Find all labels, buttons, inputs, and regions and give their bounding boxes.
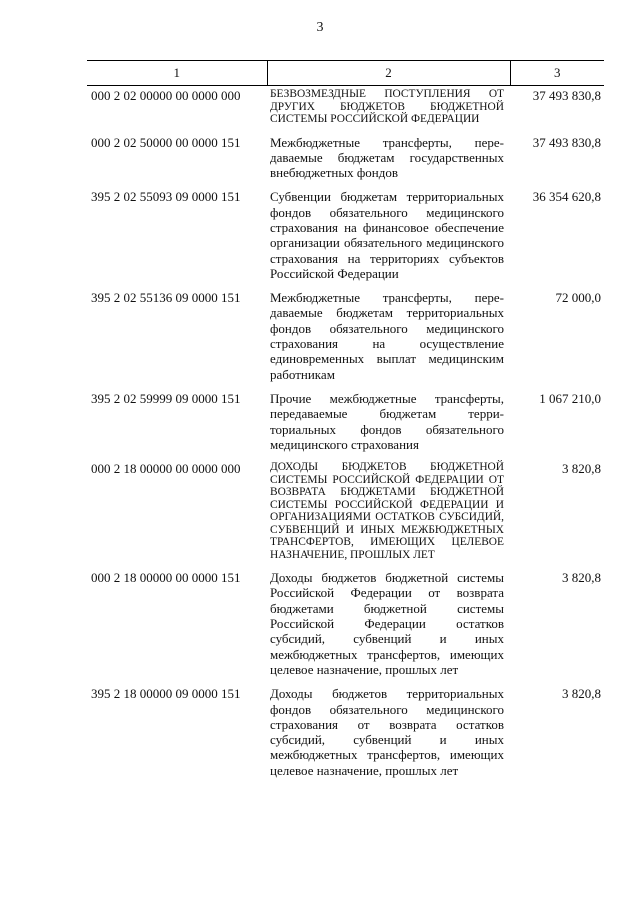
budget-classification-code: 000 2 18 00000 00 0000 151 (91, 570, 241, 586)
column-header-code: 1 (87, 61, 267, 86)
table-row (87, 86, 604, 133)
revenue-amount: 3 820,8 (562, 686, 601, 702)
revenue-amount: 1 067 210,0 (539, 390, 601, 406)
revenue-item-name: БЕЗВОЗМЕЗДНЫЕ ПОСТУПЛЕНИЯ ОТ ДРУГИХ БЮДЖЕТОВ БЮДЖЕТНОЙ СИСТЕМЫ РОССИЙСКОЙ ФЕДЕРАЦИИ (270, 88, 504, 125)
table-header (87, 61, 604, 86)
column-header-name: 2 (267, 61, 510, 86)
table-row (87, 389, 604, 459)
table-header-row (87, 61, 604, 86)
budget-classification-code: 395 2 02 59999 09 0000 151 (91, 390, 241, 406)
revenue-item-name: Прочие межбюджетные трансферты, передаваемые бюджетам территориальных фондов обязательного медицинского страхования (270, 390, 504, 452)
revenue-amount: 37 493 830,8 (532, 88, 601, 103)
revenue-item-name: Доходы бюджетов бюджетной системы Российской Федерации от возврата бюджетами бюджетной системы Российской Федерации остатков субсидий, субвенций и иных межбюджетных трансфертов, имеющих целевое назначение, прошлых лет (270, 570, 504, 677)
table-row (87, 568, 604, 684)
table-row (87, 187, 604, 288)
budget-classification-code: 395 2 02 55136 09 0000 151 (91, 290, 241, 306)
table-body (87, 86, 604, 786)
page-number: 3 (316, 20, 324, 35)
budget-classification-code: 395 2 18 00000 09 0000 151 (91, 686, 241, 702)
revenue-amount: 3 820,8 (562, 570, 601, 586)
budget-classification-code: 000 2 02 50000 00 0000 151 (91, 134, 241, 150)
revenue-item-name: Доходы бюджетов территориальных фондов обязательного медицинского страхования от возврата остатков субсидий, субвенций и иных межбюджетных трансфертов, имеющих целевое назначение, прошлых лет (270, 686, 504, 778)
table-row (87, 459, 604, 568)
budget-classification-code: 395 2 02 55093 09 0000 151 (91, 189, 241, 205)
revenue-amount: 3 820,8 (562, 461, 601, 477)
revenue-item-name: Межбюджетные трансферты, передаваемые бюджетам территориальных фондов обязательного медицинского страхования на осуществление единовременных выплат медицинским работникам (270, 290, 504, 382)
table-row (87, 288, 604, 389)
budget-classification-code: 000 2 18 00000 00 0000 000 (91, 461, 241, 477)
revenue-item-name: Межбюджетные трансферты, передаваемые бюджетам государственных внебюджетных фондов (270, 134, 504, 181)
table-row (87, 133, 604, 188)
revenue-amount: 37 493 830,8 (532, 134, 601, 150)
revenue-item-name: ДОХОДЫ БЮДЖЕТОВ БЮДЖЕТНОЙ СИСТЕМЫ РОССИЙСКОЙ ФЕДЕРАЦИИ ОТ ВОЗВРАТА БЮДЖЕТАМИ БЮДЖЕТНОЙ СИСТЕМЫ РОССИЙСКОЙ ФЕДЕРАЦИИ И ОРГАНИЗАЦИЯМИ ОСТАТКОВ СУБСИДИЙ, СУБВЕНЦИЙ И ИНЫХ МЕЖБЮДЖЕТНЫХ ТРАНСФЕРТОВ, ИМЕЮЩИХ ЦЕЛЕВОЕ НАЗНАЧЕНИЕ, ПРОШЛЫХ ЛЕТ (270, 461, 504, 561)
budget-classification-code: 000 2 02 00000 00 0000 000 (91, 88, 241, 103)
column-header-amount: 3 (510, 61, 604, 86)
table-row (87, 684, 604, 785)
revenue-amount: 72 000,0 (555, 290, 601, 306)
budget-revenue-table (87, 60, 604, 785)
revenue-item-name: Субвенции бюджетам территориальных фондов обязательного медицинского страхования на финансовое обеспечение организации обязательного медицинского страхования на территориях субъектов Российской Федерации (270, 189, 504, 281)
revenue-amount: 36 354 620,8 (532, 189, 601, 205)
